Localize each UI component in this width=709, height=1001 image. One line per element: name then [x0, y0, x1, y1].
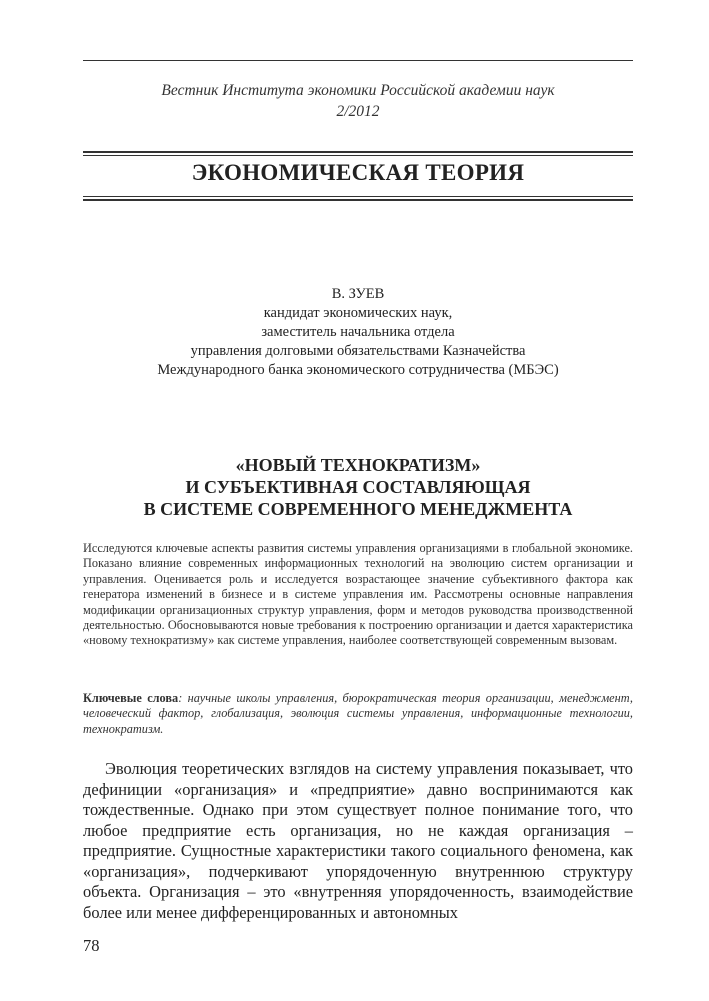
- journal-name: Вестник Института экономики Российской академии наук: [161, 82, 555, 99]
- page-number: 78: [83, 936, 100, 955]
- author-position: заместитель начальника отдела: [261, 324, 455, 340]
- section-rule-bottom-thick: [83, 199, 633, 201]
- author-organization: Международного банка экономического сотрудничества (МБЭС): [157, 362, 559, 378]
- author-block: [83, 285, 633, 380]
- journal-issue: 2/2012: [336, 103, 380, 120]
- article-title-line: «НОВЫЙ ТЕХНОКРАТИЗМ»: [235, 455, 481, 475]
- keywords: [83, 691, 633, 737]
- article-title-line: В СИСТЕМЕ СОВРЕМЕННОГО МЕНЕДЖМЕНТА: [143, 499, 573, 519]
- section-rule-top-thin: [83, 155, 633, 156]
- keywords-label: Ключевые слова: [83, 691, 179, 705]
- body-paragraph: Эволюция теоретических взглядов на систему управления показывает, что дефиниции «организация» и «предприятие» давно воспринимаются как тождественные. Однако при этом существует полное понимание того, что любое предприятие есть организация, но не каждая организация – предприятие. Сущностные характеристики такого социального феномена, как «организация», подчеркивают упорядоченную внутреннюю структуру объекта. Организация – это «внутренняя упорядоченность, взаимодействие более или менее дифференцированных и автономных: [83, 759, 633, 922]
- author-degree: кандидат экономических наук,: [263, 305, 453, 321]
- top-rule: [83, 60, 633, 61]
- author-department: управления долговыми обязательствами Казначейства: [190, 343, 526, 359]
- article-title-line: И СУБЪЕКТИВНАЯ СОСТАВЛЯЮЩАЯ: [185, 477, 531, 497]
- section-title: ЭКОНОМИЧЕСКАЯ ТЕОРИЯ: [191, 160, 525, 185]
- author-name: В. ЗУЕВ: [331, 286, 385, 302]
- article-title: [83, 454, 633, 520]
- section-rule-top-thick: [83, 151, 633, 153]
- abstract: Исследуются ключевые аспекты развития системы управления организациями в глобальной экономике. Показано влияние современных информационных технологий на эволюцию систем организации и управления. Оценивается роль и исследуется возрастающее значение субъективного фактора как генератора изменений в бизнесе и в системе управления им. Рассмотрены основные направления модификации организационных структур управления, форм и методов руководства производственной деятельностью. Обосновываются новые требования к построению организации и дается характеристика «новому технократизму» как системе управления, наиболее соответствующей современным вызовам.: [83, 541, 633, 648]
- journal-header: [83, 80, 633, 122]
- section-rule-bottom-thin: [83, 196, 633, 197]
- keywords-text: : научные школы управления, бюрократическая теория организации, менеджмент, человеческий фактор, глобализация, эволюция системы управления, информационные технологии, технократизм.: [83, 691, 633, 736]
